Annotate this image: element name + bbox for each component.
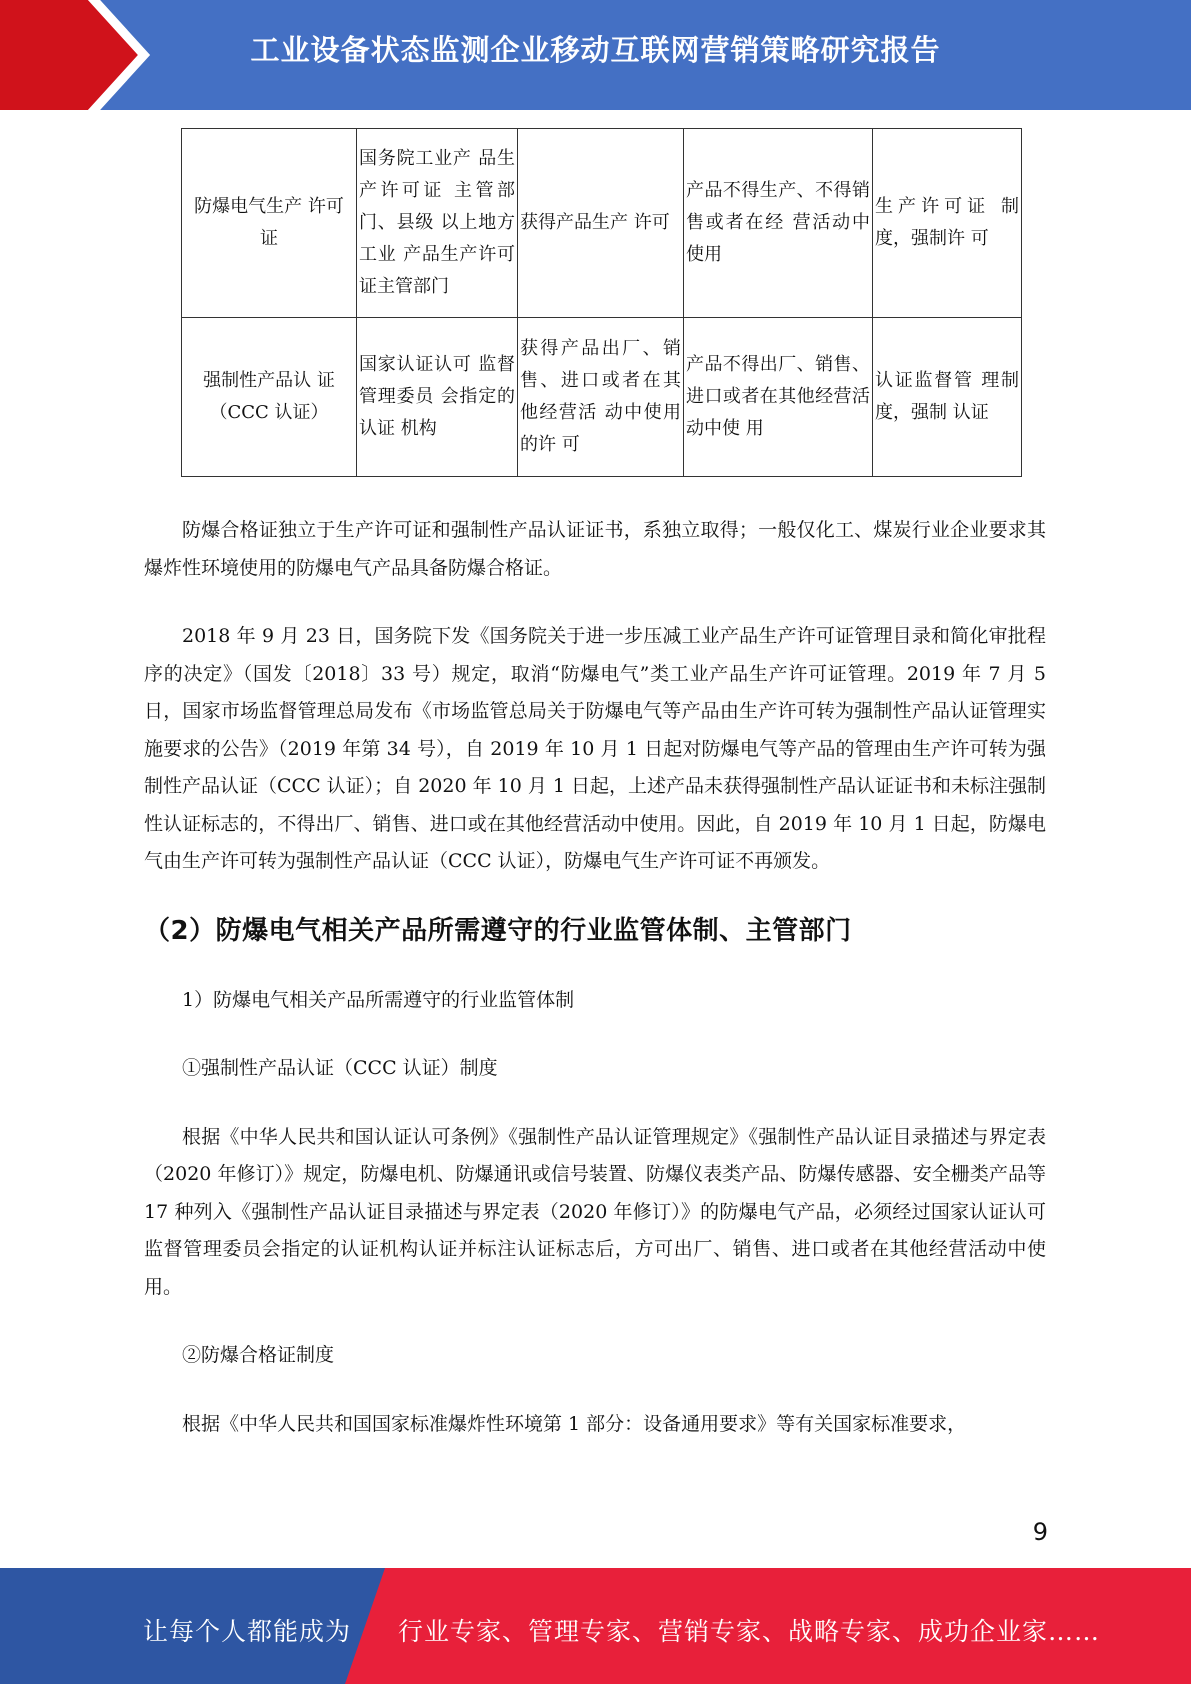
section-heading: （2）防爆电气相关产品所需遵守的行业监管体制、主管部门 (144, 915, 852, 946)
paragraph: 2018 年 9 月 23 日，国务院下发《国务院关于进一步压减工业产品生产许可证管理目录和简化审批程序的决定》（国发〔2018〕33 号）规定，取消“防爆电气”类工业产品生产许可证管理。2019 年 7 月 5 日，国家市场监督管理总局发布《市场监管总局关于防爆电气等产品由生产许可转为强制性产品认证管理实施要求的公告》（2019 年第 34 号），自 2019 年 10 月 1 日起对防爆电气等产品的管理由生产许可转为强制性产品认证（CCC 认证）；自 2020 年 10 月 1 日起，上述产品未获得强制性产品认证证书和未标注强制性认证标志的，不得出厂、销售、进口或在其他经营活动中使用。因此，自 2019 年 10 月 1 日起，防爆电气由生产许可转为强制性产品认证（CCC 认证），防爆电气生产许可证不再颁发。 (144, 625, 1047, 872)
table-cell: 产品不得生产、不得销售或者在经 营活动中使用 (684, 129, 873, 318)
table-cell: 产品不得出厂、销售、进口或者在其他经营活动中使 用 (684, 318, 873, 477)
table-cell: 强制性产品认 证（CCC 认证） (182, 318, 357, 477)
table-row (182, 129, 1022, 318)
subheading: ②防爆合格证制度 (182, 1344, 335, 1366)
footer-slogan-left: 让每个人都能成为 (143, 1617, 352, 1646)
regulation-table (181, 128, 1022, 477)
paragraph: 根据《中华人民共和国国家标准爆炸性环境第 1 部分：设备通用要求》等有关国家标准要求， (182, 1412, 967, 1435)
table-cell: 防爆电气生产 许可证 (182, 129, 357, 318)
subheading: 1）防爆电气相关产品所需遵守的行业监管体制 (182, 988, 575, 1011)
table-cell: 生产许可证 制度，强制许 可 (873, 129, 1022, 318)
table-cell: 国务院工业产 品生产许可证 主管部门、县级 以上地方工业 产品生产许可 证主管部门 (357, 129, 518, 318)
table-row (182, 318, 1022, 477)
table-cell: 获得产品出厂、销售、进口或者在其他经营活 动中使用的许 可 (518, 318, 684, 477)
report-title: 工业设备状态监测企业移动互联网营销策略研究报告 (250, 33, 941, 67)
page-number: 9 (1032, 1518, 1048, 1546)
table-cell: 国家认证认可 监督管理委员 会指定的认证 机构 (357, 318, 518, 477)
report-footer (0, 1568, 1191, 1684)
table-cell: 认证监督管 理制度，强制 认证 (873, 318, 1022, 477)
footer-slogan-right: 行业专家、管理专家、营销专家、战略专家、成功企业家…… (398, 1617, 1101, 1646)
body-content (144, 512, 1046, 1443)
table-cell: 获得产品生产 许可 (518, 129, 684, 318)
paragraph: 根据《中华人民共和国认证认可条例》《强制性产品认证管理规定》《强制性产品认证目录描述与界定表（2020 年修订）》规定，防爆电机、防爆通讯或信号装置、防爆仪表类产品、防爆传感器、安全栅类产品等 17 种列入《强制性产品认证目录描述与界定表（2020 年修订）》的防爆电气产品，必须经过国家认证认可监督管理委员会指定的认证机构认证并标注认证标志后，方可出厂、销售、进口或者在其他经营活动中使用。 (144, 1125, 1046, 1298)
paragraph: 防爆合格证独立于生产许可证和强制性产品认证证书，系独立取得；一般仅化工、煤炭行业企业要求其爆炸性环境使用的防爆电气产品具备防爆合格证。 (144, 519, 1046, 579)
report-header (0, 0, 1191, 110)
subheading: ①强制性产品认证（CCC 认证）制度 (182, 1057, 498, 1079)
